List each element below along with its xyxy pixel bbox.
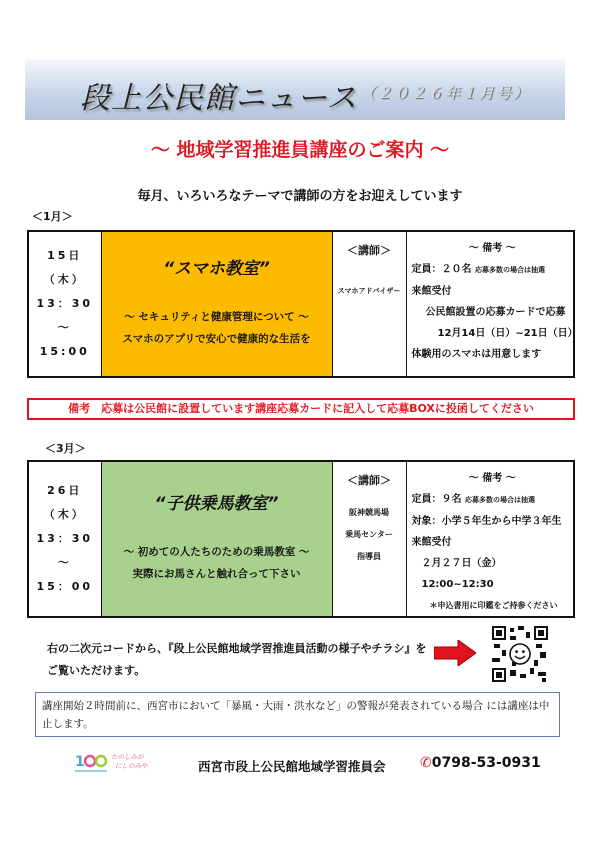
phone-contact[interactable] xyxy=(420,755,541,771)
subheading: 毎月、いろいろなテーマで講師の方をお迎えしています xyxy=(137,189,463,204)
phone-number: 0798-53-0931 xyxy=(431,755,541,771)
event-name: “子供乗馬教室” xyxy=(154,494,279,514)
lecturer-label: ＜講師＞ xyxy=(347,244,391,257)
event-title-cell xyxy=(101,231,332,377)
note: 体験用のスマホは用意します xyxy=(411,349,542,360)
newsletter-title: 段上公民館ニュース xyxy=(80,81,358,116)
notes-cell xyxy=(406,461,574,617)
month-label: ＜1月＞ xyxy=(32,210,73,223)
lottery-note: 応募多数の場合は抽選 xyxy=(474,266,545,274)
event-datetime xyxy=(28,231,101,377)
event-tilde: ～ xyxy=(57,556,72,569)
event-table-january xyxy=(27,230,578,378)
notes-label: ～ 備考 ～ xyxy=(468,473,516,484)
note: 来館受付 xyxy=(411,537,452,548)
event-desc: ～ セキュリティと健康管理について ～ xyxy=(124,311,309,323)
event-end: 15：00 xyxy=(36,580,94,593)
lecturer-cell xyxy=(332,231,406,377)
lecturer: 阪神競馬場 xyxy=(349,508,389,517)
event-tilde: ～ xyxy=(57,321,72,334)
page-heading: ～ 地域学習推進員講座のご案内 ～ xyxy=(150,139,450,161)
application-notice: 備考 応募は公民館に設置しています講座応募カードに記入して応募BOXに投函してください xyxy=(27,398,575,420)
header-banner xyxy=(25,60,565,120)
event-date: 15日（木） xyxy=(43,249,86,286)
event-date: 26日（木） xyxy=(43,484,86,521)
event-start: 13：30 xyxy=(36,297,94,310)
phone-icon: ✆ xyxy=(420,755,432,771)
qr-description: 右の二次元コードから、『段上公民館地域学習推進員活動の様子やチラシ』をご覧いただけます。 xyxy=(47,642,427,677)
lecturer: 乗馬センター xyxy=(345,530,393,539)
lottery-note: 応募多数の場合は抽選 xyxy=(464,496,535,504)
event-desc: ～ 初めての人たちのための乗馬教室 ～ xyxy=(123,546,310,558)
capacity: 定員：２０名 xyxy=(411,264,472,275)
lecturer: スマホアドバイザー xyxy=(337,287,401,295)
notes-cell xyxy=(406,231,578,377)
note: ２月２７日（金）12:00~12:30 xyxy=(421,558,502,590)
event-desc: スマホのアプリで安心で健康的な生活を xyxy=(122,333,311,345)
lecturer: 指導員 xyxy=(357,552,381,561)
event-name: “スマホ教室” xyxy=(163,259,270,279)
svg-text:にしのみや: にしのみや xyxy=(115,762,148,770)
event-desc: 実際にお馬さんと触れ合って下さい xyxy=(132,568,301,580)
event-end: 15:00 xyxy=(39,345,90,358)
svg-text:たのしみが: たのしみが xyxy=(111,753,144,761)
lecturer-cell xyxy=(332,461,406,617)
nishinomiya-100-logo xyxy=(73,746,153,776)
capacity: 定員：９名 xyxy=(411,494,462,505)
arrow-right-icon xyxy=(434,640,476,666)
month-label: ＜3月＞ xyxy=(45,442,86,455)
organization-name: 西宮市段上公民館地域学習推員会 xyxy=(198,759,386,774)
weather-warning-box: 講座開始２時間前に、西宮市において「暴風・大雨・洪水など」の警報が発表されている場合 には講座は中止します。 xyxy=(35,692,560,737)
note: ＊申込書用に印鑑をご持参ください xyxy=(429,601,558,610)
note: 公民館設置の応募カードで応募 xyxy=(425,307,566,318)
logo-mark-icon xyxy=(73,746,153,776)
svg-text:1: 1 xyxy=(75,754,85,770)
note: 来館受付 xyxy=(411,286,452,297)
issue-label: （２０２６年１月号） xyxy=(360,84,531,102)
lecturer-label: ＜講師＞ xyxy=(347,474,391,487)
qr-code[interactable] xyxy=(492,626,548,682)
notes-label: ～ 備考 ～ xyxy=(468,243,516,254)
note: 12月14日（日）~21日（日） xyxy=(437,328,578,339)
event-title-cell xyxy=(101,461,332,617)
event-start: 13：30 xyxy=(36,532,94,545)
note: 対象：小学５年生から中学３年生 xyxy=(411,516,562,527)
event-table-march xyxy=(27,460,575,618)
event-datetime xyxy=(28,461,101,617)
